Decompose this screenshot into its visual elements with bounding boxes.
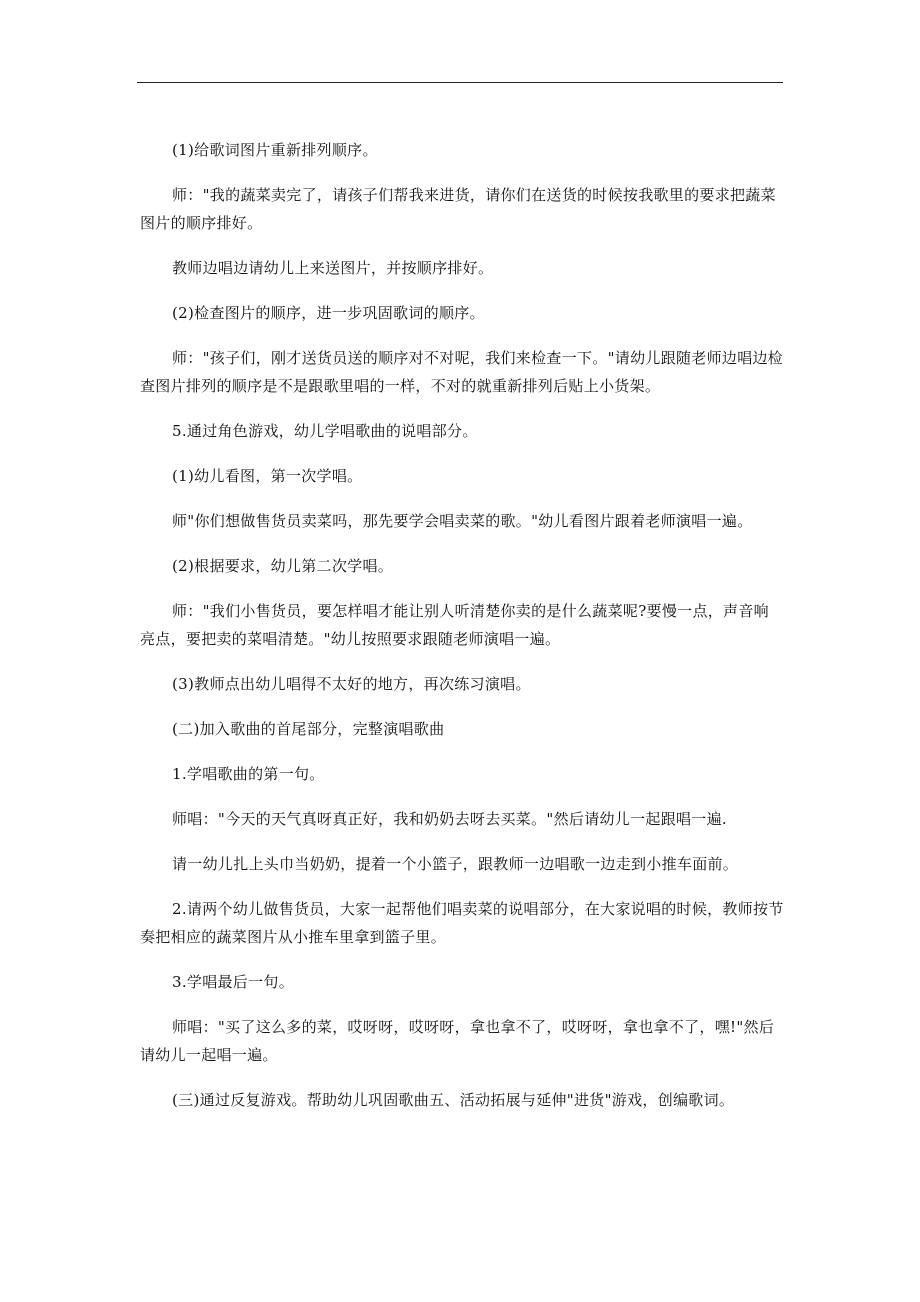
paragraph-9: (2)根据要求，幼儿第二次学唱。 [172, 557, 394, 575]
paragraph-13: 1.学唱歌曲的第一句。 [172, 765, 325, 783]
paragraph-15: 请一幼儿扎上头巾当奶奶，提着一个小篮子，跟教师一边唱歌一边走到小推车面前。 [172, 855, 739, 873]
paragraph-1: (1)给歌词图片重新排列顺序。 [172, 141, 378, 159]
paragraph-12: (二)加入歌曲的首尾部分，完整演唱歌曲 [172, 720, 445, 738]
paragraph-19: (三)通过反复游戏。帮助幼儿巩固歌曲五、活动拓展与延伸"进货"游戏，创编歌词。 [172, 1091, 735, 1109]
paragraph-17: 3.学唱最后一句。 [172, 973, 295, 991]
paragraph-11: (3)教师点出幼儿唱得不太好的地方，再次练习演唱。 [172, 675, 531, 693]
paragraph-7: (1)幼儿看图，第一次学唱。 [172, 467, 363, 485]
paragraph-16: 2.请两个幼儿做售货员，大家一起帮他们唱卖菜的说唱部分，在大家说唱的时候，教师按节奏把相应的蔬菜图片从小推车里拿到篮子里。 [140, 900, 784, 946]
paragraph-4: (2)检查图片的顺序，进一步巩固歌词的顺序。 [172, 304, 485, 322]
document-body [140, 136, 784, 1131]
paragraph-14: 师唱："今天的天气真呀真正好，我和奶奶去呀去买菜。"然后请幼儿一起跟唱一遍. [172, 810, 727, 828]
paragraph-5: 师："孩子们，刚才送货员送的顺序对不对呢，我们来检查一下。"请幼儿跟随老师边唱边检查图片排列的顺序是不是跟歌里唱的一样，不对的就重新排列后贴上小货架。 [140, 349, 784, 395]
paragraph-18: 师唱："买了这么多的菜，哎呀呀，哎呀呀，拿也拿不了，哎呀呀，拿也拿不了，嘿!"然后请幼儿一起唱一遍。 [140, 1018, 775, 1064]
paragraph-2: 师："我的蔬菜卖完了，请孩子们帮我来进货，请你们在送货的时候按我歌里的要求把蔬菜图片的顺序排好。 [140, 186, 776, 232]
header-rule [137, 82, 783, 83]
paragraph-8: 师"你们想做售货员卖菜吗，那先要学会唱卖菜的歌。"幼儿看图片跟着老师演唱一遍。 [172, 512, 753, 530]
paragraph-6: 5.通过角色游戏，幼儿学唱歌曲的说唱部分。 [172, 422, 478, 440]
paragraph-10: 师："我们小售货员，要怎样唱才能让别人听清楚你卖的是什么蔬菜呢?要慢一点，声音响亮点，要把卖的菜唱清楚。"幼儿按照要求跟随老师演唱一遍。 [140, 602, 769, 648]
paragraph-3: 教师边唱边请幼儿上来送图片，并按顺序排好。 [172, 259, 494, 277]
